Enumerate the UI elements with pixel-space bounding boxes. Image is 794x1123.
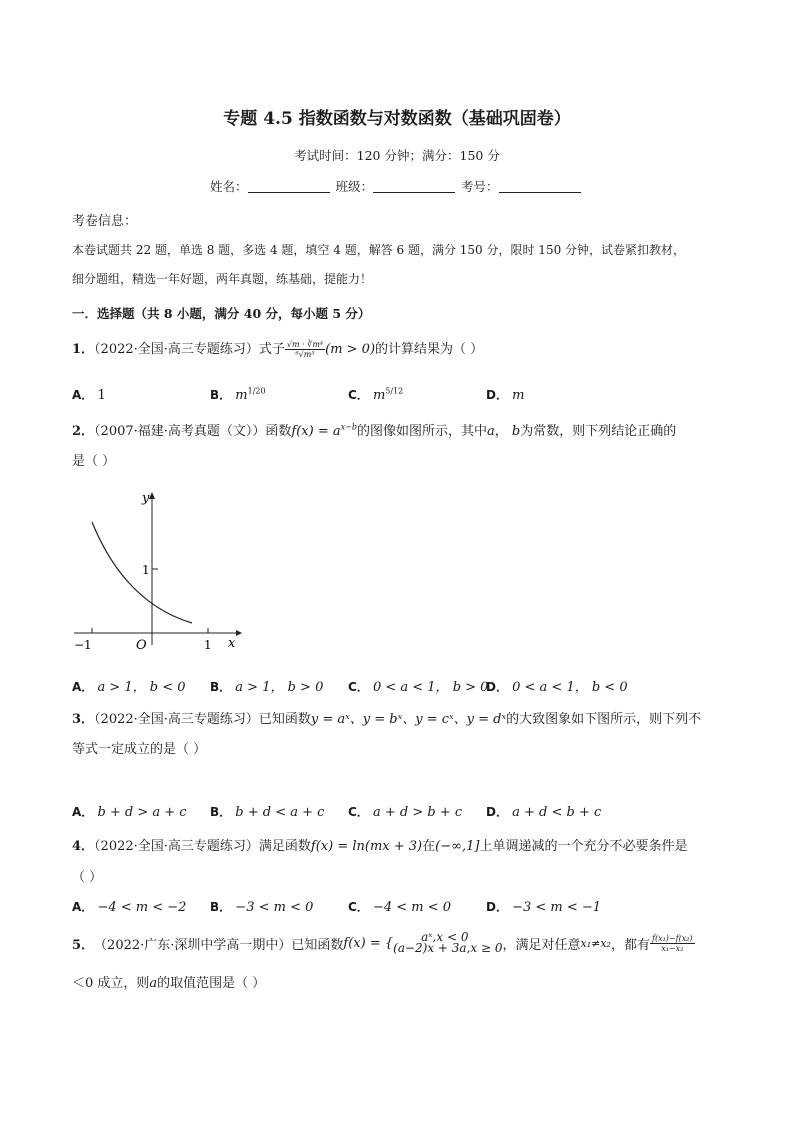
q3-funcs: y = aˣ、y = bˣ、y = cˣ、y = dˣ [310, 712, 507, 727]
q2-text1: 函数 [265, 424, 292, 439]
q2-func: f(x) = a [291, 424, 341, 439]
q2-sep: ， [494, 424, 512, 439]
question-4 [72, 835, 687, 854]
q4-number: 4． [72, 839, 95, 854]
q2-option-b[interactable]: B． a > 1， b > 0 [210, 680, 324, 695]
q1-option-d[interactable]: D． m [486, 388, 525, 403]
q5-frac-den: x₁−x₂ [661, 943, 684, 953]
q1-fraction [285, 340, 325, 359]
q2-graph [70, 485, 250, 655]
q1-frac-num: √m · ∛m⁴ [286, 340, 324, 349]
q5-case-2: (a−2)x + 3a,x ≥ 0 [393, 941, 503, 955]
class-blank[interactable] [373, 180, 455, 193]
y-tick-label: 1 [142, 563, 150, 577]
name-label: 姓名： [210, 179, 248, 194]
q1-source: （2022·全国·高三专题练习） [94, 342, 259, 357]
x-axis-arrow [236, 630, 242, 636]
q3-text1: 已知函数 [258, 712, 311, 727]
q4-func: f(x) = ln(mx + 3) [310, 839, 423, 854]
q4-option-d[interactable]: D． −3 < m < −1 [486, 900, 602, 915]
q2-line-2: 是（ ） [72, 454, 116, 469]
q3-text2: 的大致图象如下图所示，则下列不 [506, 712, 702, 727]
q5-line-2 [72, 972, 265, 991]
q2-source: （2007·福建·高考真题（文）） [94, 424, 266, 439]
q1-post: 的计算结果为（ ） [375, 342, 484, 357]
q4-source: （2022·全国·高三专题练习） [94, 839, 259, 854]
q1-option-b[interactable]: B． $m^{1/20}$ [210, 386, 266, 403]
q4-text1: 满足函数 [258, 839, 311, 854]
q2-option-a[interactable]: A． a > 1， b < 0 [72, 680, 186, 695]
info-line-1: 本卷试题共 22 题，单选 8 题，多选 4 题，填空 4 题，解答 6 题，满分 150 分，限时 150 分钟，试卷紧扣教材， [72, 243, 686, 257]
class-label: 班级： [335, 179, 374, 194]
x-tick-label: 1 [204, 638, 212, 652]
student-info-row [210, 177, 583, 195]
q4-line-2: （ ） [72, 870, 103, 885]
q2-func-exp: x−b [340, 422, 357, 432]
q3-number: 3． [72, 712, 95, 727]
q5-source: （2022·广东·深圳中学高一期中） [94, 937, 292, 953]
q2-option-c[interactable]: C． 0 < a < 1， b > 0 [348, 680, 489, 695]
q5-func: f(x) = { [343, 935, 394, 951]
q3-option-c[interactable]: C． a + d > b + c [348, 805, 463, 820]
q1-frac-den: ⁶√m⁵ [295, 350, 315, 359]
q3-option-d[interactable]: D． a + d < b + c [486, 805, 602, 820]
q2-option-d[interactable]: D． 0 < a < 1， b < 0 [486, 680, 628, 695]
q4-text3: 上单调递减的一个充分不必要条件是 [479, 839, 688, 854]
q2-text3: 为常数，则下列结论正确的 [520, 424, 677, 439]
neg-one-label: −1 [74, 638, 92, 652]
name-blank[interactable] [248, 180, 330, 193]
q2-text2: 的图像如图所示，其中 [356, 424, 487, 439]
origin-label: O [136, 638, 147, 653]
q4-option-c[interactable]: C． −4 < m < 0 [348, 900, 452, 915]
q3-option-a[interactable]: A． b + d > a + c [72, 805, 187, 820]
q5-text1: 已知函数 [291, 937, 344, 953]
q2-var-b: b [511, 424, 521, 439]
q5-frac-num: f(x₁)−f(x₂) [651, 933, 693, 943]
info-line-2: 细分题组，精选一年好题，两年真题，练基础，提能力！ [72, 272, 373, 286]
info-heading: 考卷信息： [72, 214, 138, 229]
q5-fraction [650, 934, 695, 953]
question-3 [72, 708, 701, 727]
q1-condition: (m > 0) [325, 342, 376, 357]
q1-number: 1． [72, 342, 95, 357]
exam-time: 考试时间：120 分钟；满分：150 分 [294, 148, 500, 163]
question-2 [72, 420, 676, 439]
question-5 [72, 932, 695, 954]
y-axis-arrow [149, 492, 155, 499]
q5-text2: ，满足对任意 [502, 937, 581, 953]
q2-var-a: a [486, 424, 495, 439]
q5-case-1: aˣ,x < 0 [421, 930, 469, 944]
q5-line2-pre: ＜0 成立，则 [72, 976, 150, 991]
question-1 [72, 338, 483, 359]
q5-var-a: a [149, 976, 158, 991]
q5-line2-post: 的取值范围是（ ） [157, 976, 266, 991]
q4-interval: (−∞,1] [435, 839, 480, 854]
q5-text3: ，都有 [610, 937, 650, 953]
q1-option-c[interactable]: C． $m^{5/12}$ [348, 386, 404, 403]
q5-number: 5． [72, 937, 95, 953]
q3-line-2: 等式一定成立的是（ ） [72, 742, 207, 757]
q5-condition: x₁≠x₂ [580, 936, 611, 950]
q5-cases [393, 932, 502, 954]
q3-option-b[interactable]: B． b + d < a + c [210, 805, 325, 820]
q4-text2: 在 [422, 839, 436, 854]
page-title: 专题 4.5 指数函数与对数函数（基础巩固卷） [223, 109, 571, 129]
q2-number: 2． [72, 424, 95, 439]
q1-pre: 式子 [258, 342, 285, 357]
q4-option-a[interactable]: A． −4 < m < −2 [72, 900, 187, 915]
q3-source: （2022·全国·高三专题练习） [94, 712, 259, 727]
x-axis-label: x [228, 636, 236, 651]
section-heading: 一．选择题（共 8 小题，满分 40 分，每小题 5 分） [72, 306, 371, 321]
id-label: 考号： [461, 179, 499, 194]
q4-option-b[interactable]: B． −3 < m < 0 [210, 900, 314, 915]
q1-option-a[interactable]: A． 1 [72, 388, 106, 403]
id-blank[interactable] [499, 180, 581, 193]
y-axis-label: y [142, 491, 150, 506]
